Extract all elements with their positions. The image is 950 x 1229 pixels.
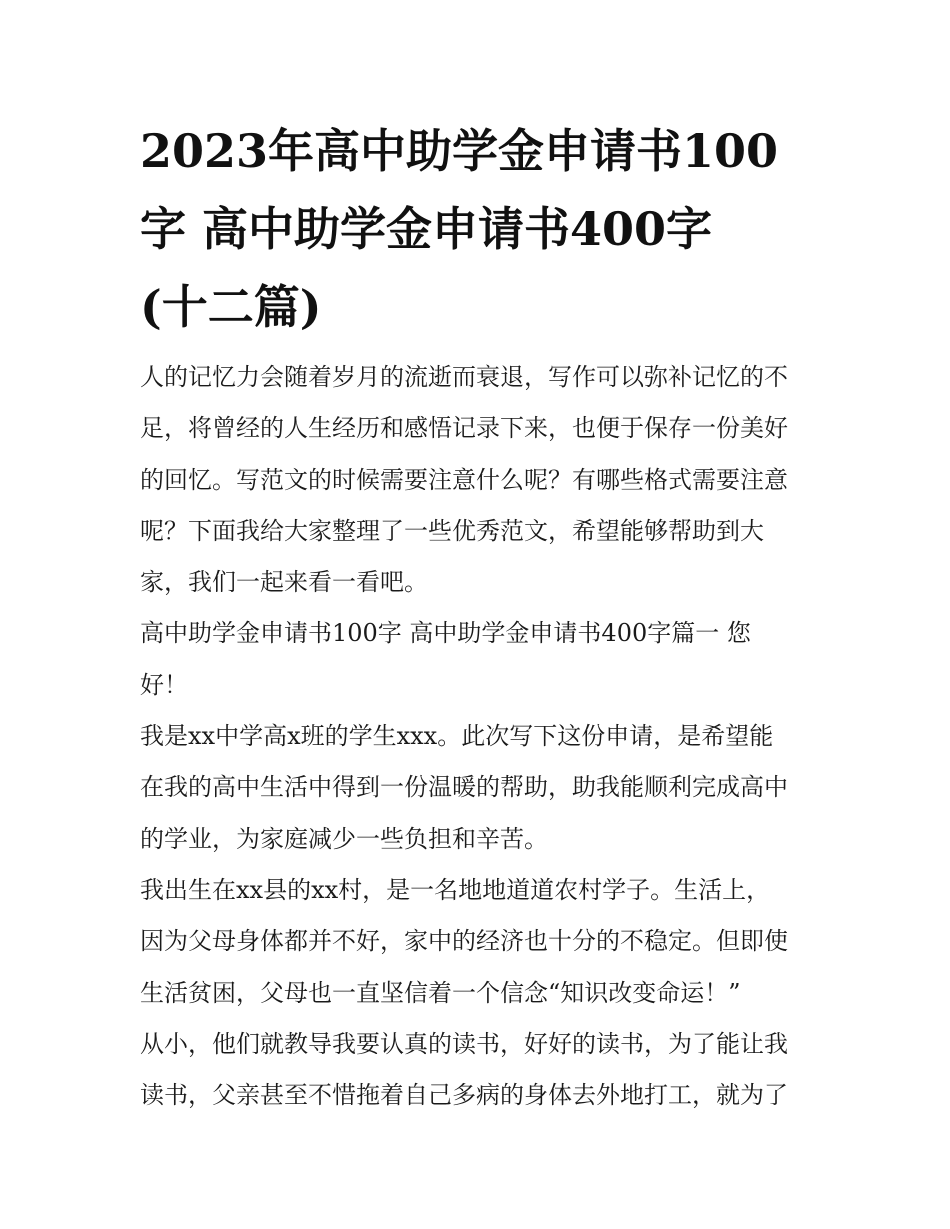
body-line: 我是xx中学高x班的学生xxx。此次写下这份申请，是希望能: [140, 722, 774, 751]
title-line: 字 高中助学金申请书400字: [140, 202, 713, 256]
document-body: [140, 352, 830, 1121]
body-line: 因为父母身体都并不好，家中的经济也十分的不稳定。但即使: [140, 927, 788, 956]
body-line: 在我的高中生活中得到一份温暖的帮助，助我能顺利完成高中: [140, 773, 788, 802]
body-line: 人的记忆力会随着岁月的流逝而衰退，写作可以弥补记忆的不: [140, 363, 788, 391]
body-line: 好！: [140, 670, 188, 699]
document-title: [140, 112, 830, 346]
body-line: 的回忆。写范文的时候需要注意什么呢？有哪些格式需要注意: [140, 465, 788, 494]
body-line: 足，将曾经的人生经历和感悟记录下来，也便于保存一份美好: [140, 414, 788, 443]
body-line: 读书，父亲甚至不惜拖着自己多病的身体去外地打工，就为了: [140, 1081, 788, 1110]
title-line: (十二篇): [140, 280, 322, 334]
title-line: 2023年高中助学金申请书100: [140, 124, 779, 178]
body-line: 我出生在xx县的xx村，是一名地地道道农村学子。生活上，: [140, 875, 771, 904]
body-line: 家，我们一起来看一看吧。: [140, 568, 428, 597]
body-line: 的学业，为家庭减少一些负担和辛苦。: [140, 824, 548, 853]
section-heading-line: 高中助学金申请书100字 高中助学金申请书400字篇一 您: [140, 619, 751, 648]
body-line: 呢？下面我给大家整理了一些优秀范文，希望能够帮助到大: [140, 516, 764, 545]
body-line: 从小，他们就教导我要认真的读书，好好的读书，为了能让我: [140, 1029, 788, 1058]
body-line: 生活贫困，父母也一直坚信着一个信念“知识改变命运！”: [140, 978, 741, 1007]
